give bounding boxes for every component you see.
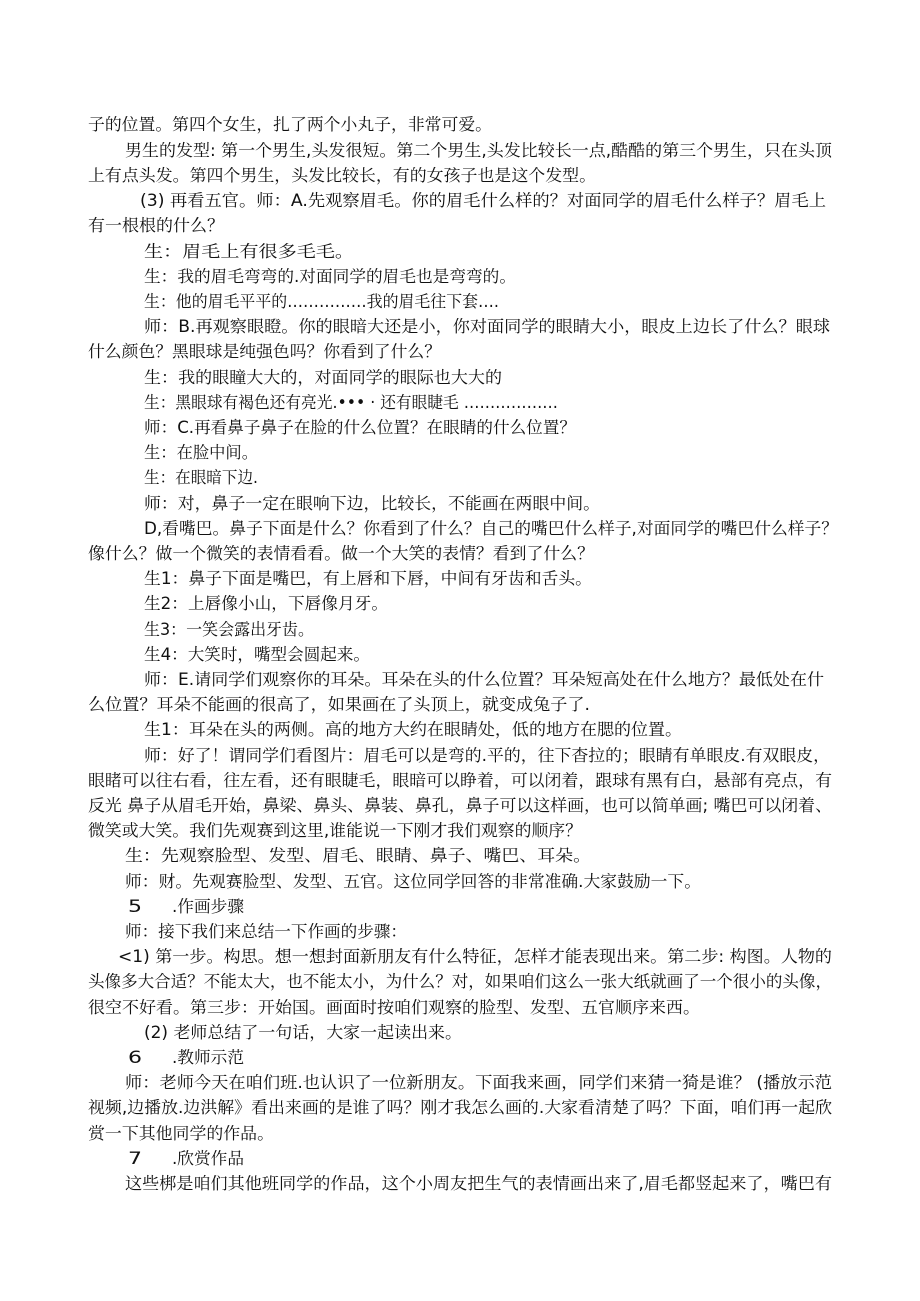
section-number: 6	[128, 1048, 142, 1067]
text-line: 师：老师今天在咱们班.也认识了一位新朋友。下面我来画，同学们来猜一猗是谁？ (播放示范	[125, 1073, 832, 1092]
text-line: 师：好了！谓同学们看图片：眉毛可以是弯的.平的，往下杳拉的；眼睛有单眼皮.有双眼皮，	[144, 746, 830, 765]
text-line: 很空不好看。第三步：开始国。画面时按咱们观察的脸型、发型、五官顺序来西。	[88, 998, 700, 1017]
text-line: 生2：上唇像小山，下唇像月牙。	[144, 594, 388, 613]
text-line: 生：眉毛上有很多毛毛。	[144, 242, 354, 261]
text-line: 生：黑眼球有褐色还有亮光.••• · 还有眼睫毛 ………………	[144, 393, 558, 412]
text-line: 微笑或大笑。我们先观赛到这里,谁能说一下刚才我们观察的顺序？	[88, 821, 582, 840]
section-title: .作画步骤	[172, 897, 244, 916]
text-line: 生：他的眉毛平平的……………我的眉毛往下套….	[144, 292, 499, 311]
text-line: <1) 第一步。构思。想一想封面新朋友有什么特征，怎样才能表现出来。第二步: 构图。人物的	[118, 947, 832, 966]
text-line: 子的位置。第四个女生，扎了两个小丸子，非常可爱。	[88, 115, 492, 134]
text-line: 头像多大合适？不能太大，也不能太小，为什么？对，如果咱们这么一张大纸就画了一个很小的头像，	[88, 972, 832, 991]
text-line: 生：先观察脸型、发型、眉毛、眼睛、鼻子、嘴巴、耳朵。	[125, 846, 591, 865]
text-line: 什么颜色？黑眼球是纯强色吗？你看到了什么？	[88, 342, 441, 361]
text-line: (3) 再看五官。师：A.先观察眉毛。你的眉毛什么样的？对面同学的眉毛什么样子？眉毛上	[140, 191, 826, 210]
text-line: 赏一下其他同学的作品。	[88, 1124, 274, 1143]
text-line: 生：我的眼瞳大大的，对面同学的眼际也大大的	[144, 368, 503, 387]
text-line: 师：B.再观察眼瞪。你的眼暗大还是小，你对面同学的眼睛大小，眼皮上边长了什么？眼球	[144, 317, 830, 336]
text-line: 生：在眼暗下边.	[144, 468, 258, 487]
section-number: 5	[128, 897, 142, 916]
section-number: 7	[128, 1149, 142, 1168]
text-line: 生：我的眉毛弯弯的.对面同学的眉毛也是弯弯的。	[144, 267, 516, 286]
text-line: 反光 鼻子从眉毛开始，鼻梁、鼻头、鼻装、鼻孔，鼻子可以这样画，也可以简单画; 嘴巴可以闭着、	[88, 796, 832, 815]
section-title: .欣赏作品	[172, 1149, 244, 1168]
text-line: 眼睹可以往右看，往左看，还有眼睫毛，眼暗可以睁着，可以闭着，跟球有黑有白，悬部有亮点，有	[88, 771, 832, 790]
text-line: 这些梆是咱们其他班同学的作品，这个小周友把生气的表情画出来了,眉毛都竖起来了，嘴巴有	[125, 1174, 832, 1193]
text-line: 男生的发型: 第一个男生,头发很短。第二个男生,头发比较长一点,酷酷的第三个男生，只在头顶	[125, 141, 832, 160]
text-line: 生4：大笑时，嘴型会圆起来。	[144, 645, 370, 664]
text-line: 上有点头发。第四个男生，头发比较长，有的女孩子也是这个发型。	[88, 166, 596, 185]
text-line: 么位置？耳朵不能画的很高了，如果画在了头顶上，就变成兔子了.	[88, 695, 590, 714]
text-line: 像什么？做一个微笑的表情看看。做一个大笑的表情？看到了什么？	[88, 544, 594, 563]
text-line: 生：在脸中间。	[144, 443, 258, 462]
text-line: 有一根根的什么？	[88, 216, 224, 235]
text-line: 生1：耳朵在头的两侧。高的地方大约在眼睛处，低的地方在腮的位置。	[144, 720, 682, 739]
text-line: (2) 老师总结了一句话，大家一起读出来。	[144, 1023, 462, 1042]
text-line: 师：财。先观赛脸型、发型、五官。这位同学回答的非常准确.大家鼓励一下。	[125, 872, 701, 891]
text-line: 师：E.请同学们观察你的耳朵。耳朵在头的什么位置？耳朵短高处在什么地方？最低处在什	[144, 670, 824, 689]
text-line: 生3：一笑会露出牙齿。	[144, 620, 314, 639]
text-line: D,看嘴巴。鼻子下面是什么？你看到了什么？自己的嘴巴什么样子,对面同学的嘴巴什么样子？	[144, 519, 838, 538]
text-line: 视频,边播放.边洪解》看出来画的是谁了吗？刚才我怎么画的.大家看清楚了吗？下面，咱们再一起欣	[88, 1098, 832, 1117]
text-line: 师：C.再看鼻子鼻子在脸的什么位置？在眼睛的什么位置？	[144, 418, 576, 437]
text-line: 师：对，鼻子一定在眼响下边，比较长，不能画在两眼中间。	[144, 494, 600, 513]
section-title: .教师示范	[172, 1048, 244, 1067]
text-line: 生1：鼻子下面是嘴巴，有上唇和下唇，中间有牙齿和舌头。	[144, 569, 592, 588]
text-line: 师：接下我们来总结一下作画的步骤：	[125, 922, 407, 941]
